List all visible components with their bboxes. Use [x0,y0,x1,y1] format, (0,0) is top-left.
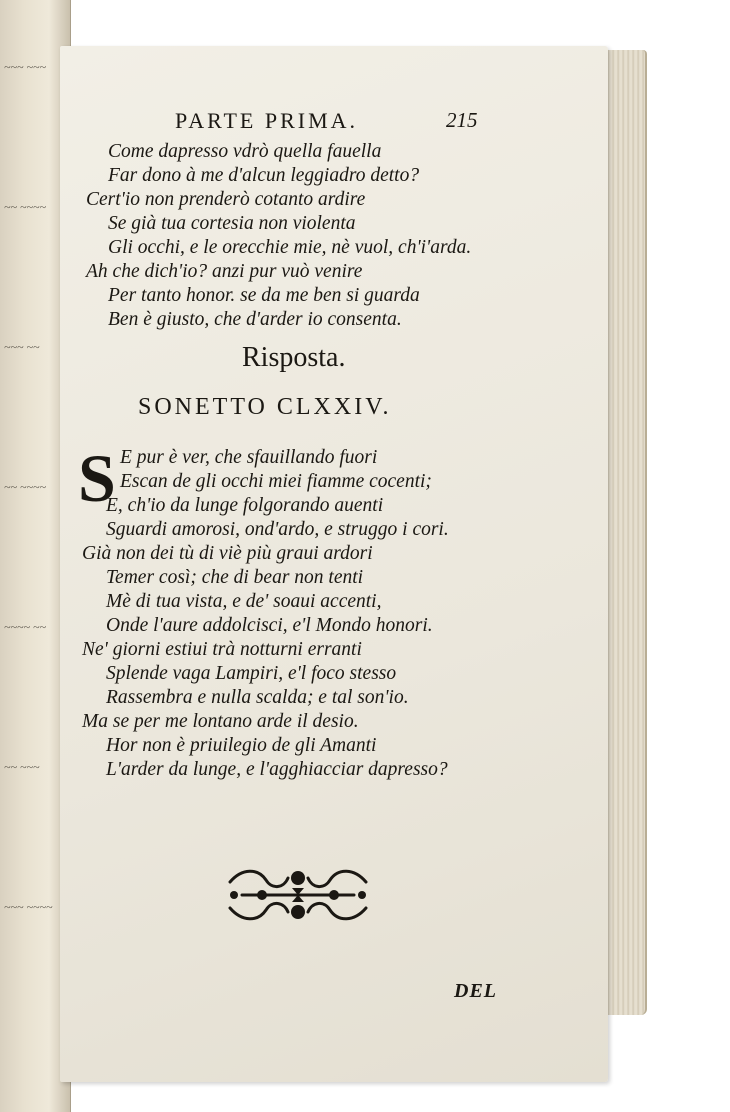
catchword: DEL [454,980,497,1002]
left-page-bleed-text: ~~~ ~~~ [4,60,46,74]
left-page-bleed-text: ~~ ~~~ [4,760,40,774]
verse-line: Gli occhi, e le orecchie mie, nè vuol, ch'i'arda. [108,237,472,258]
drop-cap: S [78,440,116,516]
section-heading: Risposta. [242,342,346,373]
left-page-bleed-text: ~~~ ~~~~ [4,900,53,914]
verse-line: Onde l'aure addolcisci, e'l Mondo honori. [106,615,433,636]
left-page-bleed-text: ~~ ~~~~ [4,480,46,494]
running-header: PARTE PRIMA. [175,108,359,133]
verse-line: Splende vaga Lampiri, e'l foco stesso [106,663,397,684]
left-page-bleed-text: ~~ ~~~~ [4,200,46,214]
verse-line: Rassembra e nulla scalda; e tal son'io. [106,687,409,708]
verse-line: L'arder da lunge, e l'agghiacciar dapresso? [106,759,448,780]
verse-line: Ma se per me lontano arde il desio. [82,711,359,732]
verse-line: Già non dei tù di viè più graui ardori [82,543,373,564]
left-page-bleed-text: ~~~~ ~~ [4,620,46,634]
fleuron-ornament-icon [222,864,374,926]
verse-line: Ben è giusto, che d'arder io consenta. [108,309,402,330]
verse-line: E pur è ver, che sfauillando fuori [120,447,378,468]
verse-line: Mè di tua vista, e de' soaui accenti, [106,591,382,612]
verse-line: Se già tua cortesia non violenta [108,213,356,234]
verse-line: Escan de gli occhi miei fiamme cocenti; [120,471,432,492]
sonnet-title: SONETTO CLXXIV. [138,394,392,420]
verse-line: Far dono à me d'alcun leggiadro detto? [108,165,420,186]
verse-line: Cert'io non prenderò cotanto ardire [86,189,366,210]
verse-line: Ah che dich'io? anzi pur vuò venire [86,261,363,282]
verse-line: Sguardi amorosi, ond'ardo, e struggo i cori. [106,519,449,540]
page-number: 215 [446,108,478,132]
book-page [60,46,608,1082]
verse-line: Come dapresso vdrò quella fauella [108,141,382,162]
left-page-bleed-text: ~~~ ~~ [4,340,40,354]
verse-line: Ne' giorni estiui trà notturni erranti [82,639,362,660]
verse-line: E, ch'io da lunge folgorando auenti [106,495,384,516]
verse-line: Hor non è priuilegio de gli Amanti [106,735,377,756]
verse-line: Per tanto honor. se da me ben si guarda [108,285,420,306]
verse-line: Temer così; che di bear non tenti [106,567,364,588]
